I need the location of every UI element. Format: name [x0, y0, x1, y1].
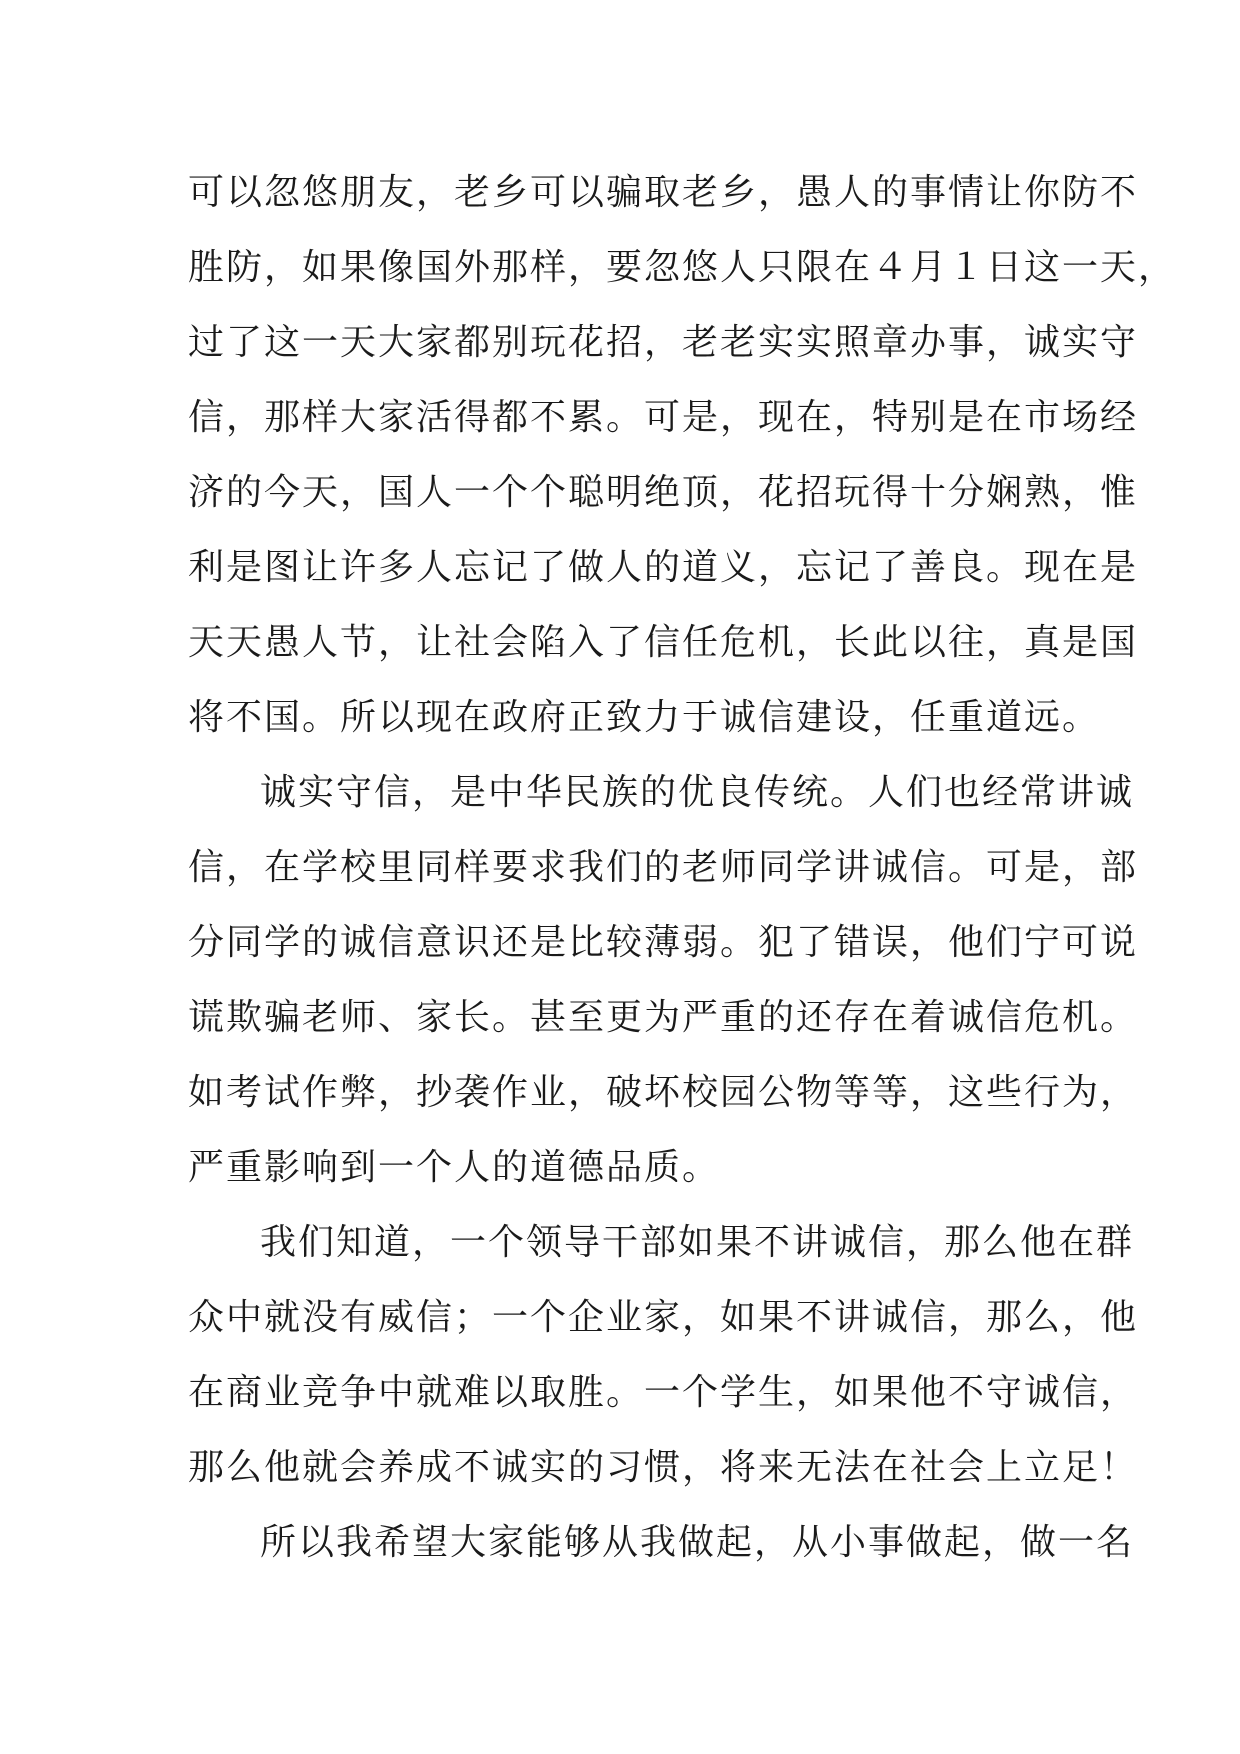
paragraph-2 — [188, 755, 1139, 1205]
text-line: 严重影响到一个人的道德品质。 — [188, 1147, 721, 1188]
text-line: 分同学的诚信意识还是比较薄弱。犯了错误，他们宁可说 — [188, 922, 1139, 963]
text-line: 如考试作弊，抄袭作业，破坏校园公物等等，这些行为， — [188, 1072, 1139, 1113]
text-line: 可以忽悠朋友，老乡可以骗取老乡，愚人的事情让你防不 — [188, 172, 1139, 213]
text-line: 利是图让许多人忘记了做人的道义，忘记了善良。现在是 — [188, 547, 1139, 588]
text-line: 将不国。所以现在政府正致力于诚信建设，任重道远。 — [188, 697, 1101, 738]
paragraph-4 — [188, 1505, 1135, 1580]
paragraph-1 — [188, 155, 1177, 755]
document-body — [188, 155, 1177, 1580]
text-line: 众中就没有威信；一个企业家，如果不讲诚信，那么，他 — [188, 1297, 1139, 1338]
paragraph-3 — [188, 1205, 1139, 1505]
text-line: 谎欺骗老师、家长。甚至更为严重的还存在着诚信危机。 — [188, 997, 1139, 1038]
text-line: 胜防，如果像国外那样，要忽悠人只限在４月１日这一天， — [188, 247, 1177, 288]
text-line: 信，在学校里同样要求我们的老师同学讲诚信。可是，部 — [188, 847, 1139, 888]
text-line: 我们知道，一个领导干部如果不讲诚信，那么他在群 — [260, 1222, 1135, 1263]
text-line: 诚实守信，是中华民族的优良传统。人们也经常讲诚 — [260, 772, 1135, 813]
text-line: 信，那样大家活得都不累。可是，现在，特别是在市场经 — [188, 397, 1139, 438]
text-line: 那么他就会养成不诚实的习惯，将来无法在社会上立足！ — [188, 1447, 1139, 1488]
text-line: 所以我希望大家能够从我做起，从小事做起，做一名 — [260, 1522, 1135, 1563]
text-line: 在商业竞争中就难以取胜。一个学生，如果他不守诚信， — [188, 1372, 1139, 1413]
text-line: 天天愚人节，让社会陷入了信任危机，长此以往，真是国 — [188, 622, 1139, 663]
text-line: 济的今天，国人一个个聪明绝顶，花招玩得十分娴熟，惟 — [188, 472, 1139, 513]
text-line: 过了这一天大家都别玩花招，老老实实照章办事，诚实守 — [188, 322, 1139, 363]
